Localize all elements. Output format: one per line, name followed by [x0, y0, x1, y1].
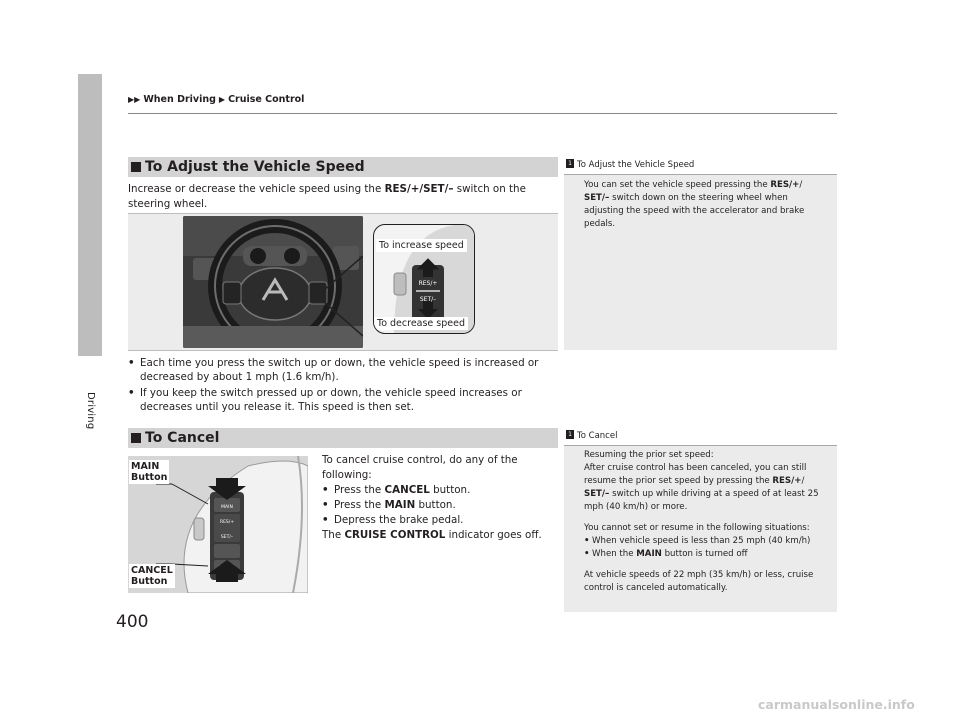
label-increase-speed: To increase speed: [376, 239, 467, 252]
chapter-label: Driving: [85, 392, 96, 430]
section-title: To Adjust the Vehicle Speed: [145, 159, 365, 175]
square-bullet-icon: [131, 433, 141, 443]
label-main-button: MAIN Button: [131, 461, 168, 483]
note-header: [564, 428, 837, 446]
breadcrumb: [128, 94, 304, 105]
header-divider: [128, 113, 837, 114]
watermark: carmanualsonline.info: [758, 697, 915, 712]
cancel-figure: [128, 456, 308, 593]
list-item: • If you keep the switch pressed up or down, the vehicle speed increases or decreases until you release it. This speed is then set.: [128, 386, 558, 414]
list-item: • Each time you press the switch up or down, the vehicle speed is increased or decreased by about 1 mph (1.6 km/h).: [128, 356, 558, 384]
list-item: • Press the CANCEL button.: [322, 483, 558, 498]
note-title: To Cancel: [577, 431, 618, 441]
adjust-bullet-list: [128, 356, 558, 416]
adjust-speed-figure: [128, 213, 558, 351]
svg-text:RES/+: RES/+: [418, 280, 438, 287]
chapter-tab: [78, 74, 102, 356]
label-decrease-speed: To decrease speed: [374, 317, 468, 330]
list-item: • When vehicle speed is less than 25 mph (40 km/h): [584, 535, 829, 548]
cancel-intro: To cancel cruise control, do any of the following:: [322, 454, 518, 481]
label-cancel-button: CANCEL Button: [131, 565, 173, 587]
adjust-intro-text: Increase or decrease the vehicle speed using the RES/+/SET/– switch on the steering wheel.: [128, 183, 526, 210]
note-number-icon: 1: [566, 430, 574, 439]
svg-text:RES/+: RES/+: [219, 520, 235, 525]
breadcrumb-arrow-icon: ▶▶: [128, 95, 141, 104]
breadcrumb-item-when-driving[interactable]: When Driving: [143, 94, 216, 105]
list-item: • Depress the brake pedal.: [322, 513, 558, 528]
steering-wheel-icon: [183, 216, 363, 348]
note-body: You can set the vehicle speed pressing the RES/+/ SET/– switch down on the steering wheel when adjusting the speed with the accelerator and brake pedals.: [584, 180, 805, 229]
cancel-instructions: [322, 453, 558, 543]
svg-text:SET/–: SET/–: [419, 296, 437, 303]
switch-callout: [373, 224, 475, 334]
page-number: 400: [116, 612, 149, 632]
note-header: [564, 157, 837, 175]
steering-wheel-illustration: [183, 216, 363, 348]
section-heading-adjust-speed: [128, 157, 558, 177]
square-bullet-icon: [131, 162, 141, 172]
note-adjust-speed: [564, 157, 837, 350]
section-heading-cancel: [128, 428, 558, 448]
svg-text:SET/–: SET/–: [220, 535, 234, 540]
note-cancel: [564, 428, 837, 612]
breadcrumb-item-cruise-control[interactable]: Cruise Control: [228, 94, 305, 105]
note-title: To Adjust the Vehicle Speed: [577, 160, 695, 170]
breadcrumb-arrow-icon: ▶: [218, 95, 226, 104]
list-item: • Press the MAIN button.: [322, 498, 558, 513]
section-title: To Cancel: [145, 430, 220, 446]
list-item: • When the MAIN button is turned off: [584, 548, 829, 561]
svg-text:MAIN: MAIN: [221, 505, 233, 510]
cancel-outro: The CRUISE CONTROL indicator goes off.: [322, 529, 542, 541]
note-body: Resuming the prior set speed: After cruise control has been canceled, you can still resume the prior set speed by pressing the RES/+/ SET/– switch up while driving at a speed of at least 25 mph (40 km/h) or more. You cannot set or resume in the following situations: • When vehicle speed is less than 25 mph (40 km/h) • When the MAIN button is turned off At vehicle speeds of 22 mph (35 km/h) or less, cruise control is canceled automatically.: [564, 446, 837, 609]
note-number-icon: 1: [566, 159, 574, 168]
